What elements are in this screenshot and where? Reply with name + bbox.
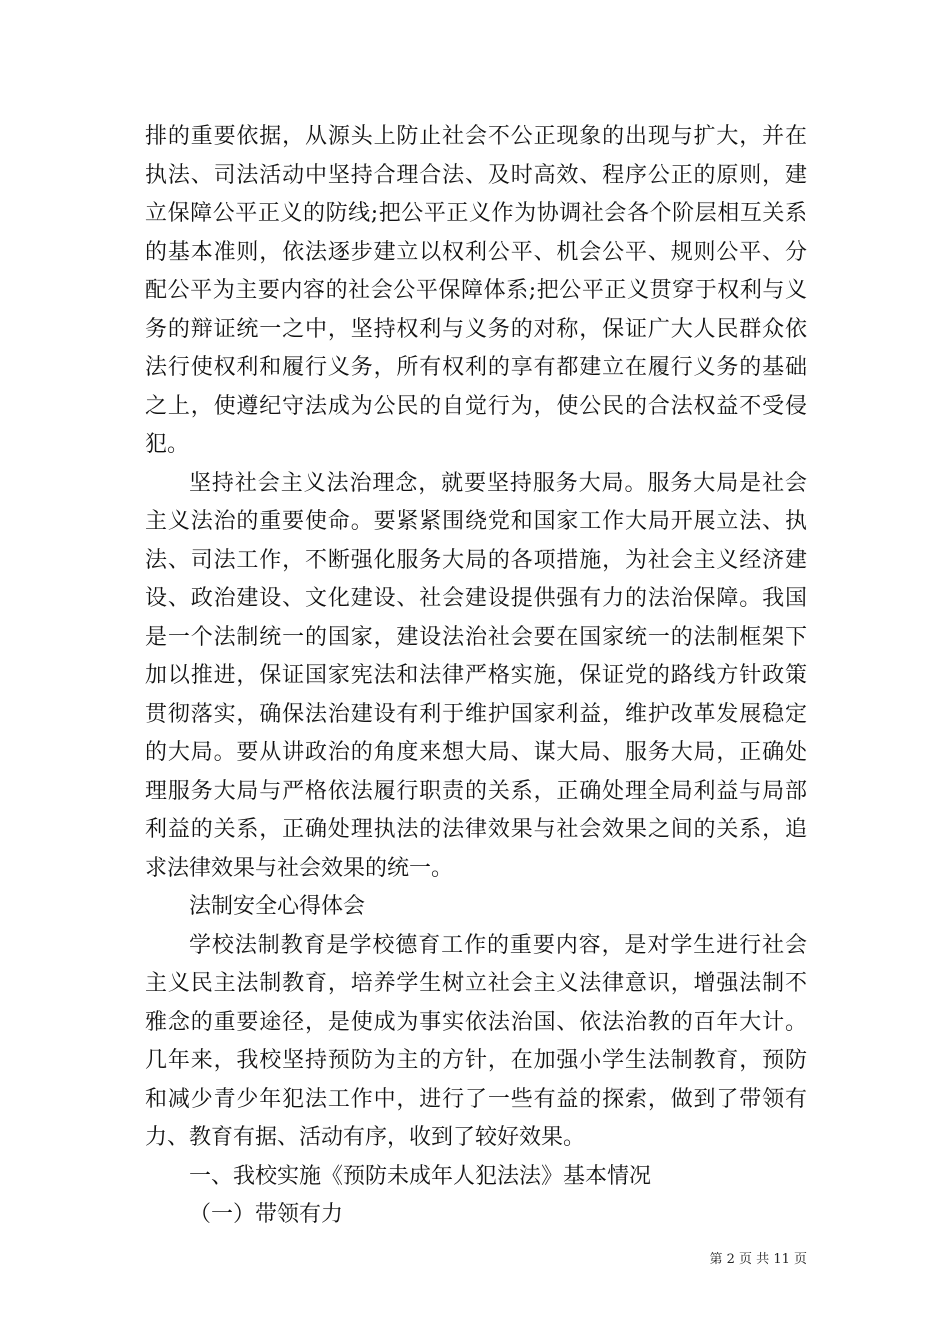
text-line: 立保障公平正义的防线;把公平正义作为协调社会各个阶层相互关系 (145, 201, 807, 226)
page-number: 第 2 页 共 11 页 (709, 1252, 807, 1267)
paragraph-start-line: 学校法制教育是学校德育工作的重要内容，是对学生进行社会 (189, 932, 807, 958)
paragraph-start-line: 坚持社会主义法治理念，就要坚持服务大局。服务大局是社会 (189, 470, 807, 496)
text-line: 雅念的重要途径，是使成为事实依法治国、依法治教的百年大计。 (145, 1009, 807, 1035)
text-line: 配公平为主要内容的社会公平保障体系;把公平正义贯穿于权利与义 (145, 278, 807, 303)
text-line: 犯。 (145, 432, 190, 457)
text-line: 的大局。要从讲政治的角度来想大局、谋大局、服务大局，正确处 (145, 740, 807, 765)
text-line: 设、政治建设、文化建设、社会建设提供强有力的法治保障。我国 (145, 586, 807, 611)
document-body (145, 118, 807, 1235)
text-line: 的基本准则，依法逐步建立以权利公平、机会公平、规则公平、分 (145, 239, 807, 265)
text-line: 力、教育有据、活动有序，收到了较好效果。 (145, 1125, 586, 1150)
section-heading: 一、我校实施《预防未成年人犯法法》基本情况 (189, 1163, 652, 1189)
text-line: 理服务大局与严格依法履行职责的关系，正确处理全局利益与局部 (145, 778, 807, 804)
section-title: 法制安全心得体会 (189, 894, 366, 919)
text-line: 求法律效果与社会效果的统一。 (145, 855, 454, 881)
text-line: 是一个法制统一的国家，建设法治社会要在国家统一的法制框架下 (145, 624, 807, 650)
subsection-heading: （一）带领有力 (189, 1202, 344, 1227)
text-line: 主义法治的重要使命。要紧紧围绕党和国家工作大局开展立法、执 (145, 509, 807, 534)
text-line: 务的辩证统一之中，坚持权利与义务的对称，保证广大人民群众依 (145, 316, 807, 342)
text-line: 贯彻落实，确保法治建设有利于维护国家利益，维护改革发展稳定 (145, 701, 807, 727)
text-line: 执法、司法活动中坚持合理合法、及时高效、程序公正的原则，建 (145, 162, 807, 188)
text-line: 排的重要依据，从源头上防止社会不公正现象的出现与扩大，并在 (145, 124, 807, 149)
text-line: 和减少青少年犯法工作中，进行了一些有益的探索，做到了带领有 (145, 1086, 807, 1112)
text-line: 之上，使遵纪守法成为公民的自觉行为，使公民的合法权益不受侵 (145, 393, 807, 419)
text-line: 利益的关系，正确处理执法的法律效果与社会效果之间的关系，追 (145, 817, 807, 842)
text-line: 加以推进，保证国家宪法和法律严格实施，保证党的路线方针政策 (145, 663, 807, 688)
text-line: 法行使权利和履行义务，所有权利的享有都建立在履行义务的基础 (145, 355, 807, 380)
text-line: 几年来，我校坚持预防为主的方针，在加强小学生法制教育，预防 (145, 1048, 807, 1073)
text-line: 法、司法工作，不断强化服务大局的各项措施，为社会主义经济建 (145, 547, 807, 573)
text-line: 主义民主法制教育，培养学生树立社会主义法律意识，增强法制不 (145, 971, 807, 996)
